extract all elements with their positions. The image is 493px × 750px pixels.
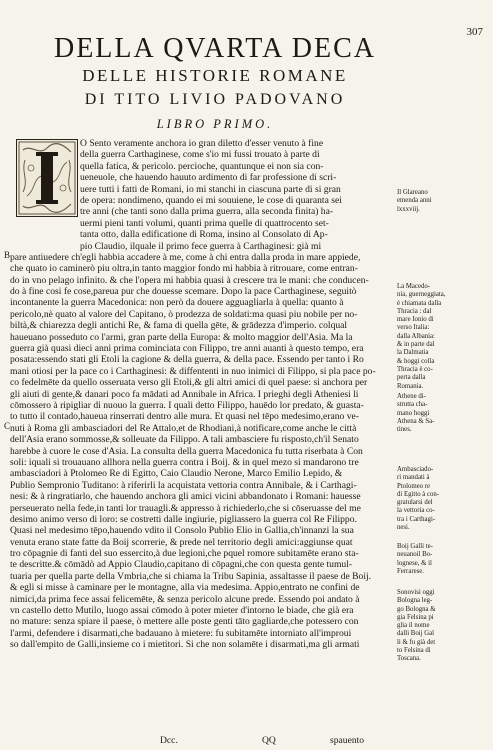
text-line: tanta otto, dalla edificatione di Roma, insino al Consolato di Ap-	[80, 229, 328, 241]
text-line: della guerra Carthaginese, come s'io mi fussi trouato à parte di	[80, 149, 320, 161]
text-line: harebbe à cuore le cose d'Asia. La consulta della guerra Macedonica fu tutta riserbata à Con	[10, 445, 363, 457]
title-line-1: DELLA QVARTA DECA	[53, 33, 376, 64]
text-line: tre anni (che tanti sono dalla prima guerra, alla seconda finita) ha-	[80, 206, 334, 218]
text-line: tuaria per quella parte della Vmbria,che si chiama la Tribu Sapinia, assaltasse il paese de Boij.	[10, 570, 372, 582]
text-line: do à fine cosi fe cose,pareua pur che douesse scemare. Dopo la pace Carthaginese, seguitò	[10, 286, 357, 298]
margin-letter-c: C	[4, 421, 11, 431]
text-line: Quasi nel medesimo tēpo,hauendo vdito il Consolo Publio Elio in Gallia,ch'innanzi la sua	[10, 525, 354, 537]
text-line: gli aiuti di gente,& danari poco fa mādati ad Annibale in Africa. I prieghi degli Atheniesi li	[10, 388, 359, 400]
margin-note: Ambasciado- ri mandati à Ptolomeo re di Egitto à con- gratularsi del la vettoria co- tra i Carthagi- nesi.	[397, 466, 440, 532]
catchword: spauento	[330, 735, 365, 746]
text-line: uere tutti i fatti de Romani, io mi stanchi in ciascuna parte di si gran	[80, 183, 341, 195]
title-line-3: DI TITO LIVIO PADOVANO	[84, 91, 346, 108]
text-line: ambasciadori à Ptolomeo Re di Egitto, Caio Claudio Nerone, Marco Emilio Lepido, &	[10, 468, 343, 480]
margin-note: Athene di- strutta cha- mano hoggi Athena & Sa- tines.	[397, 393, 435, 434]
text-line: posata:essendo stati gli Etoli la cagione & della guerra, & della pace. Essendo per tanto i Ro	[10, 354, 364, 366]
text-line: desimo animo verso di loro: se costretti dalle ingiurie, pigliassero la guerra col Re Filippo.	[10, 513, 357, 525]
book-heading: LIBRO PRIMO.	[156, 117, 274, 131]
text-line: do in vno pelago infinito. & che l'opera mi habbia quasi à crescere tra le mani: che conducen-	[10, 274, 369, 286]
text-line: O Sento veramente anchora io gran diletto d'esser venuto à fine	[80, 138, 324, 149]
decorated-initial-icon	[16, 139, 78, 217]
quire-mark: QQ	[262, 735, 276, 746]
title-line-2: DELLE HISTORIE ROMANE	[82, 66, 348, 85]
text-line: nuti à Roma gli ambasciadori del Re Attalo,et de Rhodiani,à notificare,come anche le città	[10, 422, 357, 434]
catchword-line	[10, 735, 393, 749]
text-line: so dall'empito de Galli,insieme co i mietitori. Si che non solamēte i disarmati,ma gli armati	[10, 639, 360, 651]
text-line: te descritte.& cōmādò ad Appio Claudio,capitano di cōpagni,che con questa gente tumul-	[10, 559, 353, 571]
margin-note: Il Glareano emenda anni lxxxviij.	[397, 189, 432, 213]
text-line: & egli si misse à caminare per le montagne, alla via medesima. Appio,entrato ne confini de	[10, 582, 360, 594]
margin-note: Sonovisi oggi Bologna leg- go Bologna & gia Felsina pi glia il nome dalli Boij Gal li & fu già det to Felsina di Toscana.	[397, 589, 436, 663]
text-line: che quato io caminerò piu oltra,in tanto maggior fondo mi habbia à ritrouare, come entran-	[10, 263, 358, 275]
text-line: nesi: & à ringratiarlo, che hauendo anchora gli amici vicini abbandonato i Romani: hauesse	[10, 491, 361, 503]
text-line: no mature: senza spiare il paese, ò mettere alle poste genti tāto gagliarde,che potessero con	[10, 616, 359, 628]
text-line: venuta erano state fatte da Boij scorrerie, & prede nel territorio degli amici:aggiunse quat	[10, 536, 353, 548]
text-line: biltà,& chiarezza degli antichi Re, & fama di quella gēte, & grādezza d'imperio. colqual	[10, 320, 348, 332]
text-line: to tutto il contado,haueua rinserrati dentro alle mura. Et quasi nel tēpo medesimo,erano ve-	[10, 411, 359, 423]
text-line: mani otiosi per la pace co i Carthaginesi: & diffententi in nuo inimici di Filippo, si pla pace po-	[10, 365, 376, 377]
text-line: pericolo,nè quato al valore del Capitano, ò prodezza de soldati:ma quasi piu nobile per no-	[10, 308, 358, 320]
text-line: cōmossero à ripigliar di nuouo la guerra. I quali detto Filippo, hauēdo lor predato, & guasta-	[10, 399, 364, 411]
text-line: vn castello detto Mutilo, luogo assai cōmodo à poter mieter d'intorno le biade, che già era	[10, 605, 354, 617]
text-line: perseuerato nella fede,in tanti lor trauagli.& appresso à richiederlo,che si cōseruasse del me	[10, 502, 361, 514]
text-line: haueuano posseduto co l'armi, gran parte della Europa: & molto maggior dell'Asia. Ma la	[10, 331, 353, 343]
text-line: nimici,da prima fece assai felicemēte, & senza pericolo alcune prede. Essendo poi andato à	[10, 593, 360, 605]
text-line: uermi pieni tanti volumi, quanti prima quelle di quattrocento set-	[80, 217, 329, 229]
signature-mark: Dcc.	[160, 735, 178, 746]
text-line: Publio Sempronio Tuditano: à riferirli la acquistata vettoria contra Annibale, & i Carthagi-	[10, 479, 357, 491]
text-line: dell'Asia erano sommosse,& solleuate da Filippo. A tali ambasciere fu risposto,ch'il Senato	[10, 434, 359, 446]
margin-note: La Macedo- nia, guerneggiata, è chiamata dalla Thracia : dal mare Ionio di verso Italia: dalla Albania: & in parte dal la Dalmatia & hoggi colla Thracia è co- perta dalla Romania.	[397, 283, 446, 390]
text-line: quella fatica, & pericolo. percioche, quantunque ei non sia con-	[80, 160, 324, 172]
margin-letter-b: B	[4, 250, 11, 260]
page-number: 307	[466, 26, 483, 38]
text-line: tro cōpagnie di fanti del suo essercito,à due legioni,che pquel romore subitamēte erano sta-	[10, 548, 359, 560]
text-line: pio Claudio, ilquale il primo fece guerra à Carthaginesi: già mi	[80, 240, 322, 252]
text-line	[10, 651, 393, 662]
text-line: ueneuole, che hauendo hauuto ardimento di far professione di scri-	[80, 172, 337, 184]
text-line: soli: iquali si trouauano allhora nella guerra contra i Boij. & in quel mezo si mandarono tre	[10, 456, 359, 468]
text-line: pare antiuedere ch'egli habbia accadere à me, come à chi entra dalla proda in mare appiede,	[10, 251, 361, 263]
margin-note: Boij Galli te- neuanoil Bo- lognese, & il Ferrarese.	[397, 543, 433, 575]
text-line: de opera: nondimeno, quando ei mi souuiene, le cose di quaranta sei	[80, 194, 342, 206]
text-line: guerra già quasi dieci anni prima cominciata con Filippo, tre anni auanti à questo tempo, era	[10, 343, 364, 355]
text-line: incontanente la guerra Macedonica: non però da douere agguagliarla à quella: quanto à	[10, 297, 344, 309]
text-line: l'armi, defendere i disarmati,che badauano à mietere: fu subitamēte intorniato all'improui	[10, 627, 352, 639]
text-line: co fedelmēte da quello osseruata verso gli Etoli,& gli altri amici di quel paese: si anchora per	[10, 377, 368, 389]
